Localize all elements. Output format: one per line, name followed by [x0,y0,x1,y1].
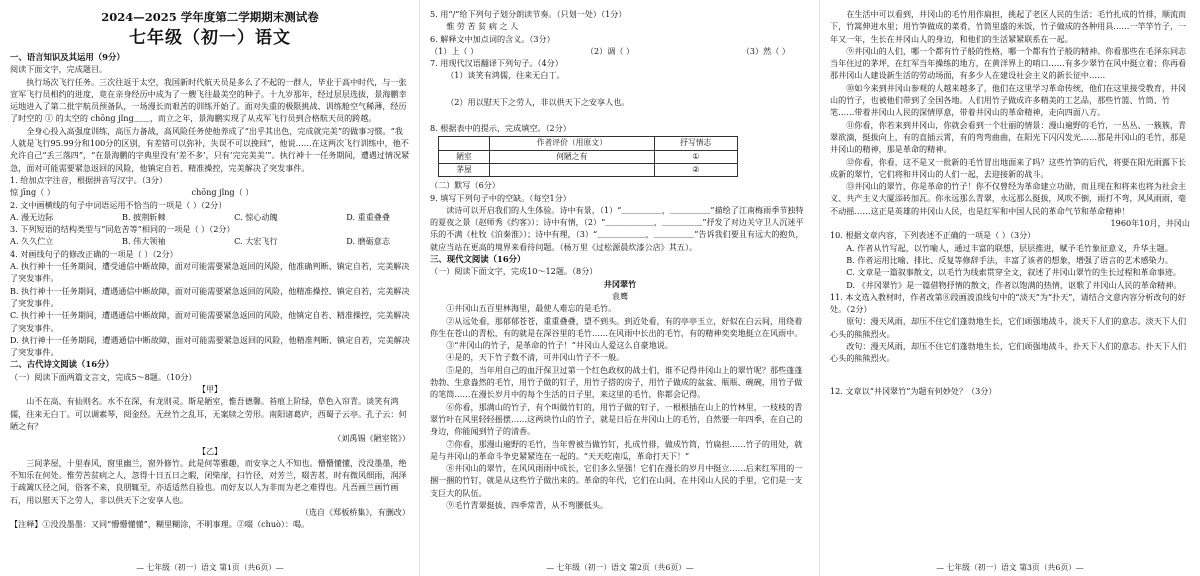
question-item: 改句：漫天风雨，却压不住它们蓬勃地生长，它们顽强地战斗，扑天下人们的意志。扑天下人们心头的熊熊烈火。 [830,341,1187,364]
table-header-cell: 抒写情志 [654,137,737,150]
option: B. 执行神十一任务期间，遭遇通信中断故障，面对可能需要紧急返回的风险，他精准操控、镇定自若，完美解决了突发事件。 [10,285,410,308]
table-header-cell: 作者评价（用原文） [490,137,654,150]
subsection-heading: （一）阅读下面文字，完成10～12题。（8分） [430,266,598,277]
question-item: 惊 jīng（ ） [10,187,55,198]
article-paragraph: ⑤是的，当年用自己的血汗保卫过第一个红色政权的战士们，谁不记得井冈山上的翠竹呢？那些蓬蓬勃勃、生意盎然的毛竹，用竹子做的钉子，用竹子搭的房子，用竹子做成的盆盆、瓶瓶、碗碗，用竹子做的笔筒……在漫长岁月中的每个生活的日子里，来这里的毛竹，你都会记得。 [430,364,803,400]
question-item: （2）调（ ） [585,45,635,56]
section-heading: 一、语言知识及其运用（9分） [10,52,125,62]
page-footer: — 七年级（初一）语文 第1页（共6页）— [136,562,284,572]
table-cell: 陋室 [439,150,490,163]
question-item: chōng jǐng（ ） [191,187,254,198]
section-heading: 二、古代诗文阅读（16分） [10,359,114,370]
article-date: 1960年10月，井冈山 [1110,218,1190,229]
table-cell: ① [654,150,737,163]
article-author: 袁鹰 [611,290,629,301]
option: D. 磨砺意志 [346,236,390,247]
article-paragraph: ⑩如今来到井冈山参观的人越来越多了，他们在这里学习革命传统，他们在这里接受教育，井冈山的竹子，也被他们带到了全国各地。人们用竹子做成许多精美的工艺品，那些竹篮、竹筒、竹笔……带着井冈山人民的深情厚意，带着井冈山的革命精神，走向四面八方。 [830,82,1187,118]
exam-page-3 [820,0,1200,576]
table-cell: 何陋之有 [490,150,654,163]
answer-table [438,136,738,177]
question-2-options [10,211,410,223]
question-item: （3）然（ ） [741,45,790,56]
table-header-cell [439,137,490,150]
passage-paragraph: 执行场次飞行任务。三次往返于太空，我国新时代航天员是多么了不起的一群人，毕业于高中时代，与一张宣军飞行员相约的进度，竟在亲身经历中成为了一艘飞往最美空的种子。十九岁那年，经过层层选拔，景海鹏幸运地进入了第二批宇航员预备队，一场漫长而艰苦的训练开始了。面对失重的极限挑战、训练舱空气稀薄，经历了时空的 ① 的太空的 chōng jǐng＿＿，而立之年，景海鹏实现了从戎军飞行员到合格航天员的跨越。 [10,76,407,124]
question-5: 5. 用“/”给下列句子划分朗读节奏。（只划一处）（1分） [430,9,627,19]
article-paragraph: ⑨毛竹青翠挺拔、四季常青，从不弯腰低头。 [446,499,609,510]
exam-subtitle: 七年级（初一）语文 [129,28,291,48]
option: C. 文章是一篇叙事散文，以毛竹为线索贯穿全文，叙述了井冈山翠竹的生长过程和革命事迹。 [846,267,1181,278]
article-paragraph: ②从远处看，那郁郁苍苍，重重叠叠，望不到头。到近处看，有的亭亭玉立，好似在白云间，用绕着你生在苍山的青松，有的就是在深谷里的毛竹……在风雨中长出的毛竹，有的精神奕奕地挺立在风雨中。 [430,315,803,338]
article-paragraph: ⑥你看，那满山的竹子，有个叫做竹钉的，用竹子做的钉子，一根根插在山上的竹林里，一枝枝的青翠竹叶在风里轻轻摇摆……这两块竹山的竹子，就是日后在井冈山上的毛竹，自然要一年四季，在自己的身边，你能闻到竹子的清香。 [430,401,803,437]
question-1-items [10,186,410,198]
source-citation: （刘禹锡《陋室铭》） [333,433,410,444]
article-paragraph: ⑨井冈山的人们，哪一个都有竹子般的性格，哪一个都有竹子般的精神。你看那些在毛泽东同志当年住过的茅坪，在红军当年操练的地方，在黄洋界上的哨口……有多少翠竹在风中挺立着；你再看那井冈山人建设新生活的劳动场面，有多少人在建设社会主义的新长征中…… [830,45,1187,81]
question-8: 8. 根据表中的提示，完成填空。（2分） [430,123,571,134]
subsection-heading: （一）阅读下面两篇文言文，完成5～8题。（10分） [10,371,197,382]
article-paragraph: 在生活中可以看到，井冈山的毛竹用作扁担，挑起了老区人民的生活；毛竹扎成的竹排，顺流而下，竹篙伸进水里；用竹笋做成的菜肴，竹筒里盛的米饭，竹子做成的各种用具……一竿竿竹子，一年又一年，生长在井冈山人的身边，和他们的生活紧紧联系在一起。 [830,9,1187,44]
question-item: （1）谈笑有鸿儒，往来无白丁。 [446,70,565,81]
exam-title: 2024—2025 学年度第二学期期末测试卷 [101,10,319,24]
question-2: 2. 文中画横线的句子中词语运用不恰当的一项是（ ）（2分） [10,199,227,210]
option: A. 执行神十一任务期间，遭受通信中断故障，面对可能需要紧急返回的风险，他准确判断、镇定自若，完美解决了突发事件。 [10,261,410,284]
question-5-text: 惟 劳 苦 贫 病 之 人 [446,21,519,32]
page-footer: — 七年级（初一）语文 第3页（共6页）— [936,562,1084,572]
table-cell: ② [654,163,737,176]
table-cell: 茅屋 [439,163,490,176]
question-item: 原句：漫天风雨，却压不住它们蓬勃地生长，它们顽强地战斗，淡天下人们的意志。淡天下人们心头的熊熊烈火。 [830,316,1187,339]
question-11: 11. 本文选入教材时，作者改第⑧段画波浪线句中的“淡天”为“扑天”，请结合文意内容分析改句的好处。（2分） [830,291,1186,315]
table-cell [490,163,654,176]
option: C. 大宏飞行 [234,236,278,247]
table-row [439,163,738,176]
question-9-text: 读诗可以开启我们的人生体验。诗中有景，（1）“＿＿＿＿＿，＿＿＿＿＿”描绘了江南梅雨季节独特的夏夜之景（赵师秀《约客》）；诗中有情，（2）“＿＿＿＿＿＿，＿＿＿＿＿”抒发了对边关守卫人沉迷平乐的不满（杜牧《泊秦淮》）；诗中有理，（3）“＿＿＿＿＿＿，＿＿＿＿＿”告诉我们要且有远大的抱负，就应当站在更高的境界来看待问题。（杨万里《过松源晨炊漆公店》其五）。 [430,204,804,252]
exam-page-1 [0,0,420,576]
option: A. 漫无边际 [10,211,54,222]
annotation-note: 【注释】①没没墨墨：又同“懵懵懂懂”，糊里糊涂，不明事理。②啜（chuò）：喝。 [10,519,310,530]
question-3-options [10,235,410,247]
article-title: 井冈翠竹 [603,278,637,289]
question-6-items [430,45,810,57]
page-footer: — 七年级（初一）语文 第2页（共6页）— [546,562,694,572]
article-paragraph: ⑪你看，你若来到井冈山，你就会看到一个壮丽的情景：漫山遍野的毛竹，一丛丛、一簇簇，青翠欲滴，挺拔向上，有的直插云霄，有的弯弯曲曲，在阳光下闪闪发光……那是井冈山的毛竹，那是井冈山的精神，那是革命的精神。 [830,119,1187,155]
article-paragraph: ⑫你看，你看，这不是又一批新的毛竹冒出地面来了吗？这些竹笋的后代，将要在阳光雨露下长成新的翠竹，它们将和井冈山的人们一起，去迎接新的战斗。 [830,156,1187,179]
source-citation: （选自《郑板桥集》，有删改） [300,506,410,517]
text-label-jia: 【甲】 [197,384,223,395]
section-heading: 三、现代文阅读（16分） [430,254,526,265]
article-paragraph: ⑦你看，那漫山遍野的毛竹，当年曾被当做竹钉，扎成竹排，做成竹筒，竹扁担……竹子的用处，就是与井冈山的革命斗争史紧紧连在一起的。“天天吃南瓜，革命打天下！” [430,438,803,461]
question-7: 7. 用现代汉语翻译下列句子。（4分） [430,58,563,69]
section-intro: 阅读下面文字，完成题目。 [10,64,108,75]
passage-paragraph: 全身心投入高强度训练，高压力备战，高风险任务使他养成了“出乎其出色，完成就完美”的做事习惯。“我人就是飞行95.99分和100分的区别，有差错可以弥补，失误不可以挽回”，他说……在这两次飞行训练中，他不允许自己“丢三落四”，“在景海鹏的字典里没有‘差不多’，只有‘完完美美’”。执行神十一任务期间，遭遇过情况紧急，面对可能需要紧急返回的风险，他镇定自若、精准操控，完美解决了突发事件。 [10,125,410,173]
option: D. 执行神十一任务期间，遭遇通信中断故障，面对可能需要紧急返回的风险，他精准判断、镇定自若，完美解决了突发事件。 [10,334,410,358]
option: D. 《井冈翠竹》是一篇借物抒情的散文，作者以饱满的热情，讴歌了井冈山人民的革命精神。 [846,279,1182,290]
question-3: 3. 下列短语的结构类型与“同危苦等”相同的一项是（ ）（2分） [10,224,235,235]
option: C. 执行神十一任务期间，遭遇通信中断故障，面对可能需要紧急返回的风险，他镇定自若、精准操控，完美解决了突发事件。 [10,310,410,333]
question-12: 12. 文章以“井冈翠竹”为题有何妙处？（3分） [830,385,997,396]
table-header-row [439,137,738,150]
article-paragraph: ⑬井冈山的翠竹，你是革命的竹子！你不仅曾经为革命建立功勋，而且现在和将来也将为社会主义、共产主义大厦添砖加瓦。你永远那么青翠，永远那么挺拔，风吹不倒，雨打不弯，风风雨雨，毫不动摇……这正是英雄的井冈山人民，也是红军和中国人民的革命气节和革命精神！ [830,181,1187,216]
article-paragraph: ①井冈山五百里林海里，最使人难忘的是毛竹。 [446,303,617,314]
table-row [439,150,738,163]
classical-text-yi: 三间茅屋，十里春风，窗里幽兰，窗外修竹。此是何等雅趣，而安享之人不知也。懵懵懂懂，没没墨墨，绝不知乐在何处。惟劳苦贫病之人，忽得十日五日之暇，闭柴扉，扫竹径，对芳兰，啜苦茗，时有微风细雨，润泽于疏篱仄径之间，俗客不来，良朋辄至，亦适适然自验也。而好友以人为非而为老之难得也。凡吾画兰画竹画石，用以慰天下之劳人，非以供天下之安享人也。 [10,457,407,505]
article-paragraph: ④是的，天下竹子数不清，可井冈山竹子不一般。 [446,352,625,363]
option: B. 伟大领袖 [122,236,166,247]
exam-page-2 [420,0,820,576]
question-4: 4. 对画线句子的修改正确的一项是（ ）（2分） [10,248,178,259]
classical-text-jia: 山不在高，有仙则名。水不在深，有龙则灵。斯是陋室，惟吾德馨。苔痕上阶绿，草色入帘青。谈笑有鸿儒，往来无白丁。可以调素琴，阅金经。无丝竹之乱耳，无案牍之劳形。南阳诸葛庐，西蜀子云亭。孔子云：何陋之有？ [10,396,407,431]
subsection-heading: （二）默写（6分） [430,180,500,191]
question-1: 1. 给加点字注音，根据拼音写汉字。（3分） [10,174,168,185]
option: A. 久久伫立 [10,236,54,247]
article-paragraph: ③“井冈山的竹子，是革命的竹子！”井冈山人爱这么自豪地说。 [446,340,673,351]
option: C. 惊心动魄 [234,211,278,222]
question-6: 6. 解释文中加点词的含义。（3分） [430,33,555,44]
option: B. 披荆斩棘 [122,211,166,222]
option: B. 作者运用比喻、排比、反复等修辞手法，丰富了该者的想象，增强了语言的艺术感染力。 [846,254,1173,265]
question-item: （2）用以慰天下之劳人，非以供天下之安享人也。 [446,96,630,107]
question-item: （1）上（ ） [430,45,479,56]
question-10: 10. 根据文章内容，下列表述不正确的一项是（ ）（3分） [830,230,1036,241]
option: D. 重重叠叠 [346,211,390,222]
article-paragraph: ⑧井冈山的翠竹，在风风雨雨中成长，它们多么坚强！它们在漫长的岁月中挺立……后来红军用的一捆一捆的竹钉，就是从这些竹子做出来的。革命的年代，它们在山间，在井冈山人民的手里，它们是一支支巨大的队伍。 [430,463,803,498]
text-label-yi: 【乙】 [197,445,223,456]
question-9: 9. 填写下列句子中的空缺。（每空1分） [430,192,571,203]
option: A. 作者从竹写起，以竹喻人，通过丰富的联想，层层推进，赋予毛竹象征意义，升华主题。 [846,242,1173,253]
